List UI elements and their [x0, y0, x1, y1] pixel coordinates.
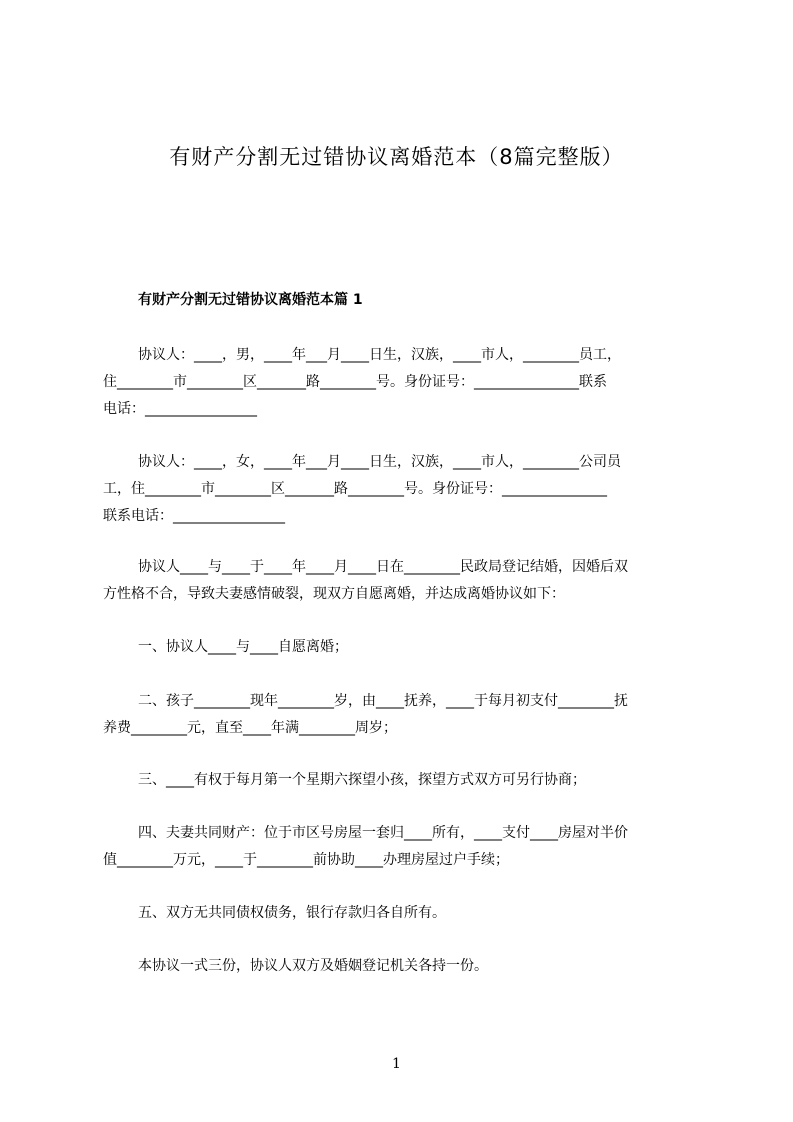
paragraph-party-female	[103, 449, 701, 530]
text-line: 联系电话：________________	[103, 508, 285, 524]
clause-1	[103, 634, 701, 661]
paragraph-marriage-info	[103, 554, 701, 608]
text-line: 协议人____与____于____年____月____日在________民政局登记结婚，因婚后双	[138, 559, 628, 575]
text-line: 电话：________________	[103, 401, 257, 417]
text-line: 养费________元，直至____年满________周岁；	[103, 720, 397, 736]
clause-4	[103, 820, 701, 874]
text-line: 值________万元，____于________前协助____办理房屋过户手续；	[103, 852, 509, 868]
document-title: 有财产分割无过错协议离婚范本（8篇完整版）	[169, 145, 624, 169]
paragraph-party-male	[103, 342, 701, 423]
text-line: 三、____有权于每月第一个星期六探望小孩，探望方式双方可另行协商；	[138, 772, 586, 788]
text-line: 方性格不合，导致夫妻感情破裂，现双方自愿离婚，并达成离婚协议如下：	[103, 586, 565, 602]
text-line: 五、双方无共同债权债务，银行存款归各自所有。	[138, 905, 446, 921]
text-line: 二、孩子________现年________岁，由____抚养，____于每月初支付________抚	[138, 693, 628, 709]
text-line: 住________市________区_______路________号。身份证号：_______________联系	[103, 374, 607, 390]
clause-5	[103, 900, 701, 927]
clause-2	[103, 688, 701, 742]
text-line: 协议人：____，男，____年___月____日生，汉族，____市人，________员工，	[138, 347, 621, 363]
text-line: 协议人：____，女，____年___月____日生，汉族，____市人，________公司员	[138, 454, 621, 470]
section-title: 有财产分割无过错协议离婚范本篇 1	[138, 292, 363, 308]
closing-paragraph	[103, 953, 701, 980]
page-number: 1	[392, 1056, 401, 1072]
text-line: 一、协议人____与____自愿离婚；	[138, 639, 348, 655]
text-line: 四、夫妻共同财产：位于市区号房屋一套归____所有，____支付____房屋对半价	[138, 825, 628, 841]
text-line: 本协议一式三份，协议人双方及婚姻登记机关各持一份。	[138, 958, 488, 974]
text-line: 工，住________市________区_______路________号。身份证号：_______________	[103, 481, 607, 497]
clause-3	[103, 767, 701, 794]
